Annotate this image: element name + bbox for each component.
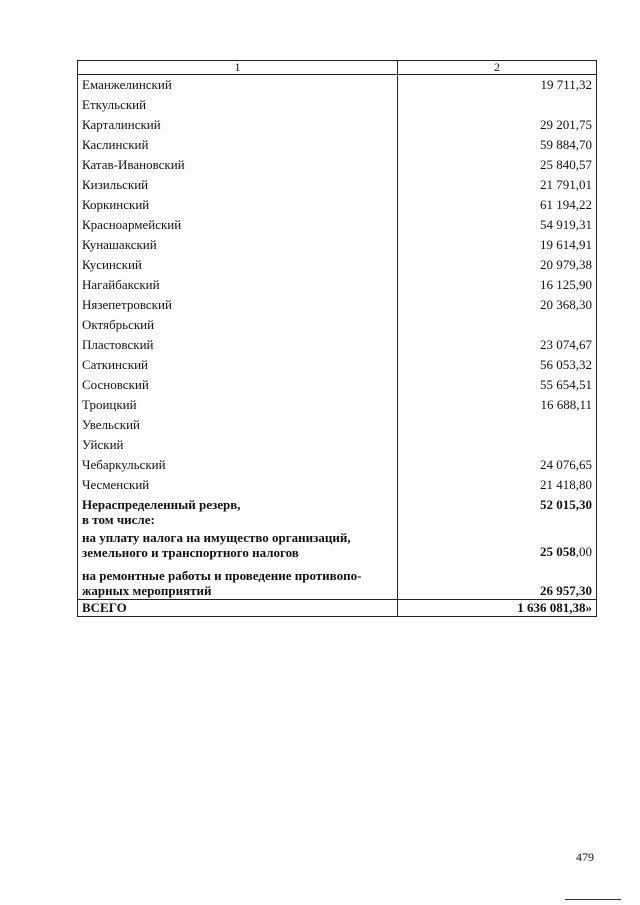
table-row — [78, 475, 597, 495]
district-name: Саткинский — [78, 355, 398, 375]
district-name: Чебаркульский — [78, 455, 398, 475]
district-amount — [398, 435, 597, 455]
total-amount: 1 636 081,38» — [398, 600, 597, 617]
table-row — [78, 355, 597, 375]
district-name: Кизильский — [78, 175, 398, 195]
total-row — [78, 600, 597, 617]
district-amount: 61 194,22 — [398, 195, 597, 215]
district-name: Увельский — [78, 415, 398, 435]
table-row — [78, 395, 597, 415]
district-name: Уйский — [78, 435, 398, 455]
table-row — [78, 75, 597, 96]
table-row — [78, 375, 597, 395]
district-name: Пластовский — [78, 335, 398, 355]
table-row — [78, 155, 597, 175]
column-header-1: 1 — [78, 61, 398, 75]
repairs-amount: 26 957,30 — [398, 561, 597, 600]
district-amount — [398, 315, 597, 335]
property-tax-row-label-line2: земельного и транспортного налогов — [82, 545, 299, 560]
table-row — [78, 175, 597, 195]
reserve-row-label — [78, 495, 398, 528]
district-amount: 24 076,65 — [398, 455, 597, 475]
property-tax-amount — [398, 528, 597, 561]
district-amount: 19 711,32 — [398, 75, 597, 96]
property-tax-row — [78, 528, 597, 561]
district-name: Коркинский — [78, 195, 398, 215]
repairs-row — [78, 561, 597, 600]
property-tax-row-label — [78, 528, 398, 561]
repairs-row-label-line2: жарных мероприятий — [82, 583, 212, 598]
district-amount: 29 201,75 — [398, 115, 597, 135]
district-name: Катав-Ивановский — [78, 155, 398, 175]
budget-table — [77, 60, 597, 617]
table-row — [78, 415, 597, 435]
reserve-row-label-line1: Нераспределенный резерв, — [82, 497, 241, 512]
table-row — [78, 275, 597, 295]
district-name: Чесменский — [78, 475, 398, 495]
table-row — [78, 455, 597, 475]
table-row — [78, 315, 597, 335]
page-number: 479 — [576, 850, 594, 864]
table-row — [78, 215, 597, 235]
repairs-row-label — [78, 561, 398, 600]
table-row — [78, 255, 597, 275]
district-name: Нагайбакский — [78, 275, 398, 295]
district-name: Октябрьский — [78, 315, 398, 335]
repairs-row-label-line1: на ремонтные работы и проведение противопо- — [82, 568, 362, 583]
district-amount: 21 418,80 — [398, 475, 597, 495]
district-amount: 56 053,32 — [398, 355, 597, 375]
property-tax-row-label-line1: на уплату налога на имущество организаций, — [82, 530, 351, 545]
district-amount: 16 688,11 — [398, 395, 597, 415]
reserve-row — [78, 495, 597, 528]
table-row — [78, 295, 597, 315]
property-tax-amount-main: 25 058 — [540, 544, 576, 559]
district-amount: 59 884,70 — [398, 135, 597, 155]
table-row — [78, 135, 597, 155]
table-row — [78, 435, 597, 455]
district-name: Каслинский — [78, 135, 398, 155]
district-amount: 19 614,91 — [398, 235, 597, 255]
district-amount: 20 979,38 — [398, 255, 597, 275]
district-name: Троицкий — [78, 395, 398, 415]
district-name: Сосновский — [78, 375, 398, 395]
footer-line — [565, 899, 621, 900]
district-amount: 54 919,31 — [398, 215, 597, 235]
table-row — [78, 335, 597, 355]
table-row — [78, 235, 597, 255]
table-header-row — [78, 61, 597, 75]
district-amount: 55 654,51 — [398, 375, 597, 395]
district-name: Красноармейский — [78, 215, 398, 235]
property-tax-amount-decimals: ,00 — [575, 544, 592, 559]
district-name: Еткульский — [78, 95, 398, 115]
district-amount: 20 368,30 — [398, 295, 597, 315]
district-amount: 23 074,67 — [398, 335, 597, 355]
reserve-amount: 52 015,30 — [398, 495, 597, 528]
table-row — [78, 115, 597, 135]
column-header-2: 2 — [398, 61, 597, 75]
district-name: Кунашакский — [78, 235, 398, 255]
table-row — [78, 195, 597, 215]
district-amount — [398, 95, 597, 115]
district-name: Карталинский — [78, 115, 398, 135]
district-amount — [398, 415, 597, 435]
district-name: Еманжелинский — [78, 75, 398, 96]
total-label: ВСЕГО — [78, 600, 398, 617]
district-amount: 25 840,57 — [398, 155, 597, 175]
district-name: Нязепетровский — [78, 295, 398, 315]
table-row — [78, 95, 597, 115]
district-amount: 21 791,01 — [398, 175, 597, 195]
reserve-row-label-line2: в том числе: — [82, 512, 155, 527]
district-name: Кусинский — [78, 255, 398, 275]
district-amount: 16 125,90 — [398, 275, 597, 295]
